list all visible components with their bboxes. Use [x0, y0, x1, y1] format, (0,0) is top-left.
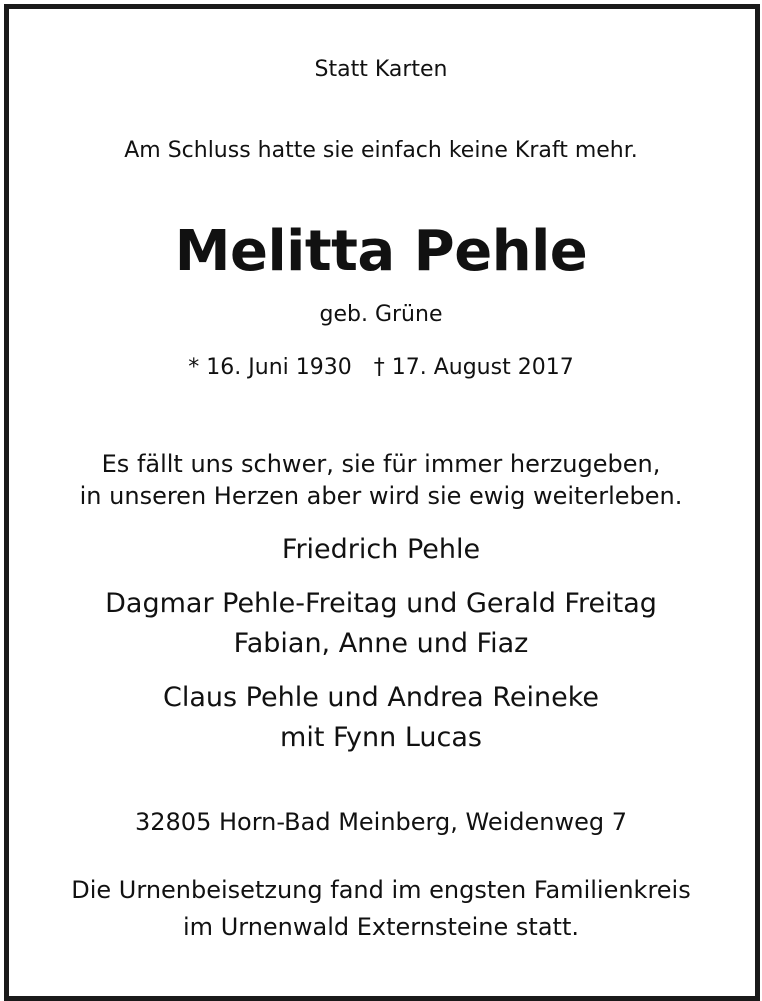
death-date: † 17. August 2017	[373, 355, 574, 380]
deceased-name: Melitta Pehle	[174, 219, 588, 284]
mourner-line-3: Fabian, Anne und Fiaz	[233, 628, 529, 659]
closing-line-2: im Urnenwald Externsteine statt.	[183, 913, 579, 941]
mourner-line-4: Claus Pehle und Andrea Reineke	[163, 682, 599, 713]
verse-line-2: in unseren Herzen aber wird sie ewig weiterleben.	[79, 482, 683, 510]
mourner-line-1: Friedrich Pehle	[281, 534, 481, 565]
header-text: Statt Karten	[314, 57, 448, 82]
verse-line-1: Es fällt uns schwer, sie für immer herzugeben,	[101, 450, 661, 478]
quote-text: Am Schluss hatte sie einfach keine Kraft mehr.	[124, 138, 638, 163]
life-dates	[0, 357, 762, 379]
mourner-line-2: Dagmar Pehle-Freitag und Gerald Freitag	[105, 588, 657, 619]
mourner-line-5: mit Fynn Lucas	[280, 722, 482, 753]
birth-date: * 16. Juni 1930	[188, 355, 352, 380]
closing-line-1: Die Urnenbeisetzung fand im engsten Familienkreis	[71, 876, 691, 904]
address-text: 32805 Horn-Bad Meinberg, Weidenweg 7	[135, 808, 627, 836]
maiden-name: geb. Grüne	[319, 302, 443, 327]
